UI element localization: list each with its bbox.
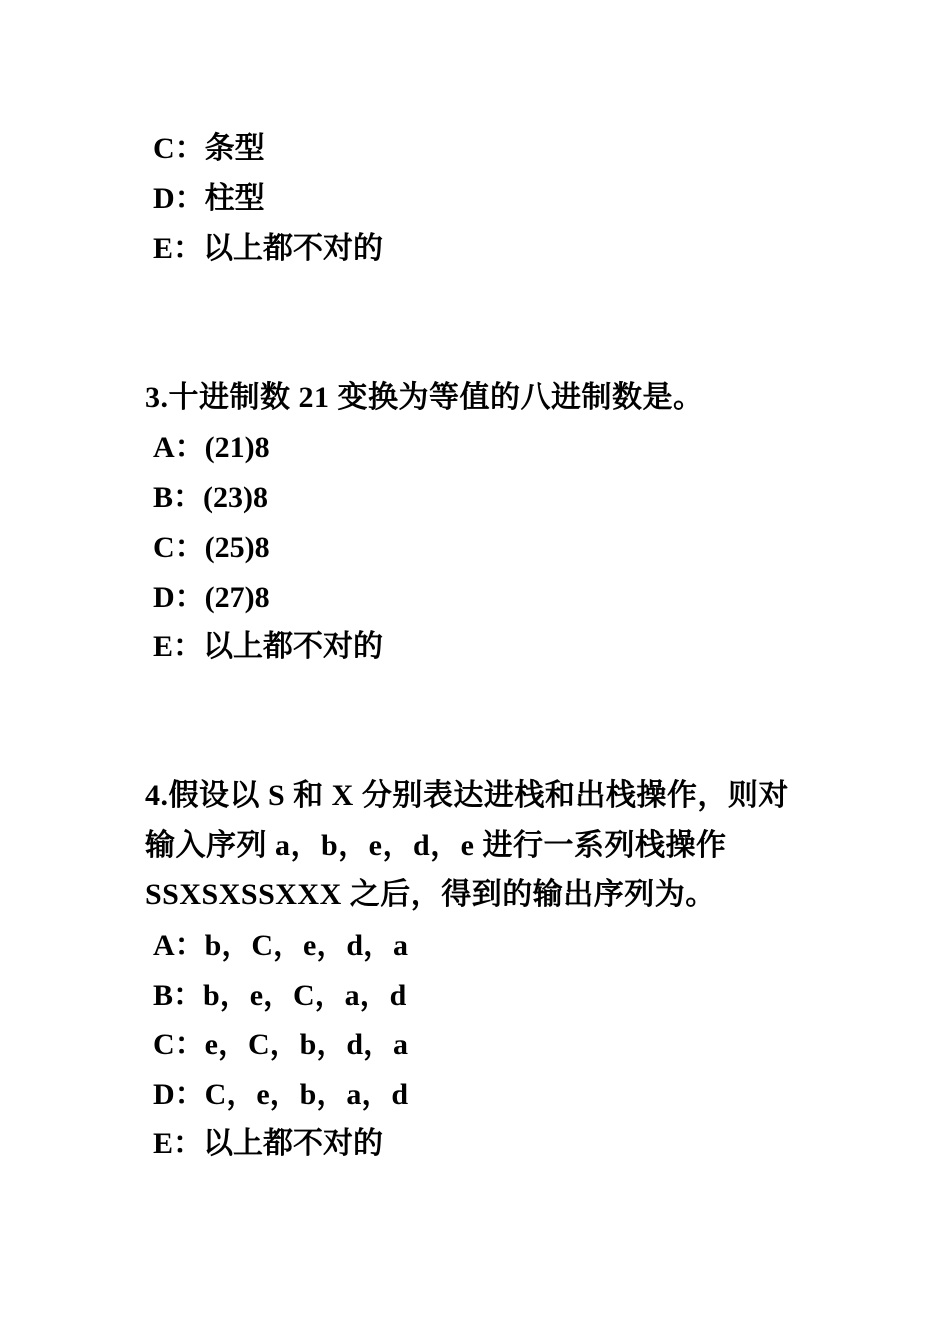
- option-d: D：柱型: [153, 182, 265, 215]
- option-c: C：e，C，b，d，a: [153, 1028, 409, 1061]
- question-3-stem: 3.十进制数 21 变换为等值的八进制数是。: [145, 381, 704, 414]
- option-c: C：(25)8: [153, 531, 270, 564]
- option-e: E：以上都不对的: [153, 1127, 384, 1160]
- option-a: A：(21)8: [153, 431, 270, 464]
- option-c: C：条型: [153, 132, 265, 165]
- option-b: B：b，e，C，a，d: [153, 979, 407, 1012]
- question-4-stem: 4.假设以 S 和 X 分别表达进栈和出栈操作，则对输入序列 a，b，e，d，e 进行一系列栈操作 SSXSXSSXXX 之后，得到的输出序列为。: [145, 779, 789, 912]
- option-e: E：以上都不对的: [153, 630, 384, 663]
- option-a: A：b，C，e，d，a: [153, 929, 409, 962]
- option-b: B：(23)8: [153, 481, 268, 514]
- option-e: E：以上都不对的: [153, 232, 384, 265]
- option-d: D：(27)8: [153, 581, 270, 614]
- option-d: D：C，e，b，a，d: [153, 1078, 409, 1111]
